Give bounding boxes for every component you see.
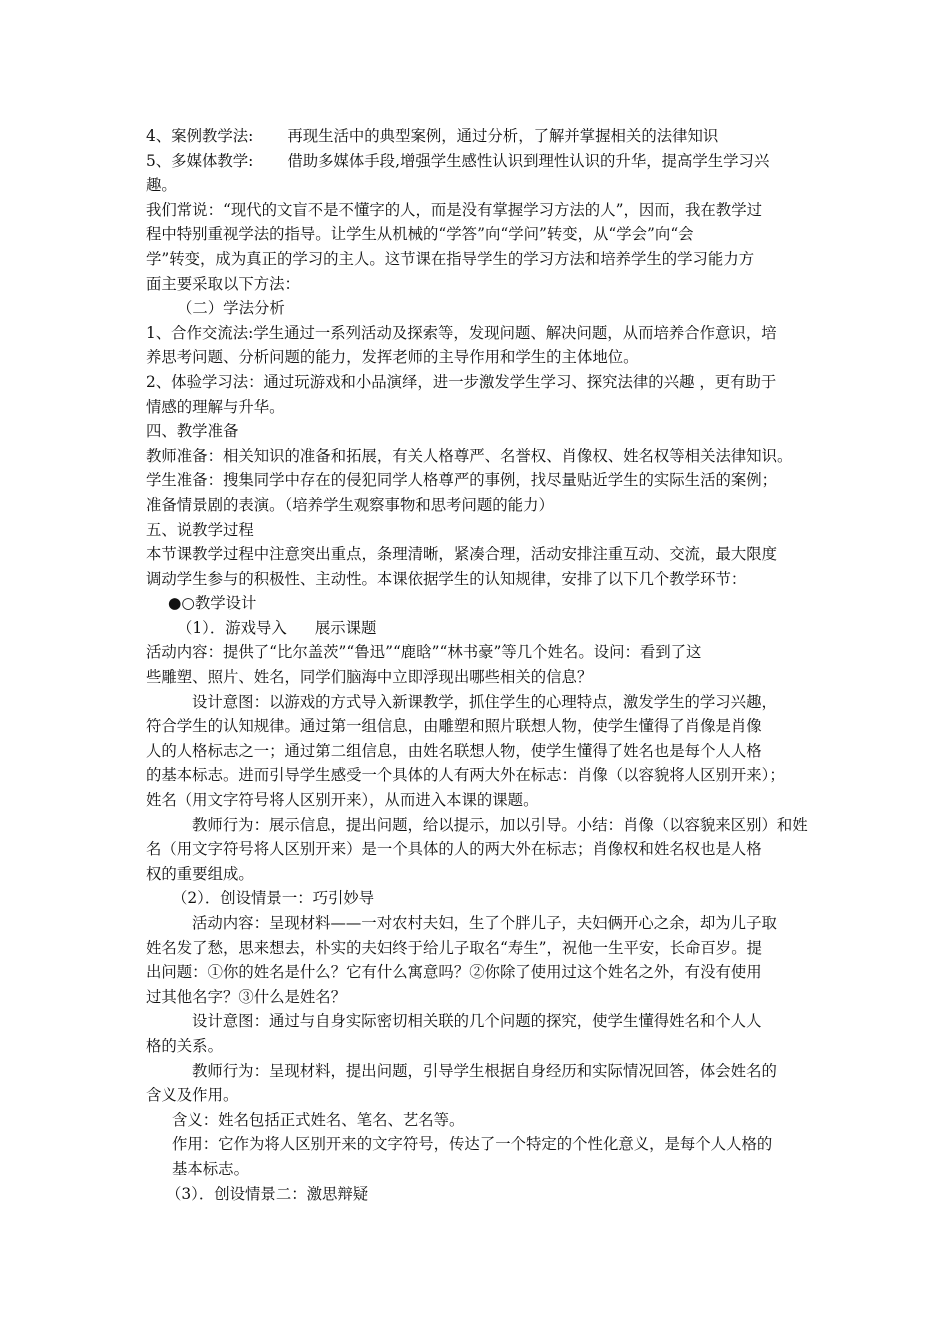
paragraph-line: 姓名（用文字符号将人区别开来），从而进入本课的课题。 bbox=[146, 791, 539, 810]
paragraph-line: 养思考问题、分析问题的能力，发挥老师的主导作用和学生的主体地位。 bbox=[146, 348, 639, 367]
paragraph-line: 作用：它作为将人区别开来的文字符号，传达了一个特定的个性化意义，是每个人人格的 bbox=[172, 1135, 773, 1154]
paragraph-line: 1、合作交流法:学生通过一系列活动及探索等，发现问题、解决问题，从而培养合作意识，培 bbox=[146, 323, 777, 342]
paragraph-line: 我们常说：“现代的文盲不是不懂字的人，而是没有掌握学习方法的人”，因而，我在教学过 bbox=[146, 200, 762, 219]
step-2-heading: （2）．创设情景一：巧引妙导 bbox=[172, 889, 375, 908]
paragraph-line: 设计意图：通过与自身实际密切相关联的几个问题的探究，使学生懂得姓名和个人人 bbox=[192, 1012, 762, 1031]
paragraph-line: 出问题：①你的姓名是什么？它有什么寓意吗？②你除了使用过这个姓名之外，有没有使用 bbox=[146, 963, 762, 982]
paragraph-line: 含义及作用。 bbox=[146, 1086, 239, 1105]
document-body bbox=[146, 124, 810, 1206]
paragraph-line: 活动内容：提供了“比尔盖茨”“鲁迅”“鹿晗”“林书豪”等几个姓名。设问：看到了这 bbox=[146, 643, 702, 662]
paragraph-line: 设计意图：以游戏的方式导入新课教学，抓住学生的心理特点，激发学生的学习兴趣， bbox=[192, 692, 777, 711]
paragraph-line: 符合学生的认知规律。通过第一组信息，由雕塑和照片联想人物，使学生懂得了肖像是肖像 bbox=[146, 717, 762, 736]
paragraph-line: 权的重要组成。 bbox=[146, 864, 254, 883]
paragraph-line: 些雕塑、照片、姓名，同学们脑海中立即浮现出哪些相关的信息？ bbox=[146, 668, 593, 687]
paragraph-line: 基本标志。 bbox=[172, 1159, 249, 1178]
method-case-teaching: 4、案例教学法: 再现生活中的典型案例，通过分析，了解并掌握相关的法律知识 bbox=[146, 127, 719, 145]
section-heading-preparation: 四、教学准备 bbox=[146, 422, 239, 441]
step-1-heading: （1）．游戏导入 展示课题 bbox=[177, 618, 377, 637]
paragraph-line: 面主要采取以下方法： bbox=[146, 274, 300, 293]
method-multimedia-teaching: 5、多媒体教学: 借助多媒体手段,增强学生感性认识到理性认识的升华，提高学生学习兴 bbox=[146, 151, 770, 170]
paragraph-line: 过其他名字？③什么是姓名？ bbox=[146, 987, 347, 1006]
paragraph-line: 情感的理解与升华。 bbox=[146, 397, 285, 416]
paragraph-line: 的基本标志。进而引导学生感受一个具体的人有两大外在标志：肖像（以容貌将人区别开来）； bbox=[146, 766, 785, 785]
paragraph-line: 人的人格标志之一；通过第二组信息，由姓名联想人物，使学生懂得了姓名也是每个人人格 bbox=[146, 741, 762, 760]
paragraph-line: 活动内容：呈现材料——一对农村夫妇，生了个胖儿子，夫妇俩开心之余，却为儿子取 bbox=[192, 914, 777, 932]
paragraph-line: 格的关系。 bbox=[146, 1036, 223, 1055]
section-heading-process: 五、说教学过程 bbox=[146, 520, 254, 539]
paragraph-line: 本节课教学过程中注意突出重点，条理清晰，紧凑合理，活动安排注重互动、交流，最大限度 bbox=[146, 545, 778, 564]
paragraph-line: 趣。 bbox=[146, 176, 177, 195]
paragraph-line: 调动学生参与的积极性、主动性。本课依据学生的认知规律，安排了以下几个教学环节： bbox=[146, 569, 747, 588]
paragraph-line: 学”转变，成为真正的学习的主人。这节课在指导学生的学习方法和培养学生的学习能力方 bbox=[146, 249, 755, 268]
paragraph-line: 教师准备：相关知识的准备和拓展，有关人格尊严、名誉权、肖像权、姓名权等相关法律知识。 bbox=[146, 446, 793, 465]
paragraph-line: 教师行为：呈现材料，提出问题，引导学生根据自身经历和实际情况回答，体会姓名的 bbox=[192, 1061, 777, 1080]
section-heading-study-method: （二）学法分析 bbox=[177, 299, 285, 318]
paragraph-line: 教师行为：展示信息，提出问题，给以提示，加以引导。小结：肖像（以容貌来区别）和姓 bbox=[192, 815, 808, 834]
paragraph-line: 2、体验学习法：通过玩游戏和小品演绎，进一步激发学生学习、探究法律的兴趣 ，更有助于 bbox=[146, 372, 777, 391]
step-3-heading: （3）．创设情景二：激思辩疑 bbox=[166, 1184, 369, 1203]
paragraph-line: 名（用文字符号将人区别开来）是一个具体的人的两大外在标志；肖像权和姓名权也是人格 bbox=[146, 840, 762, 859]
paragraph-line: 程中特别重视学法的指导。让学生从机械的“学答”向“学问”转变，从“学会”向“会 bbox=[146, 225, 694, 244]
teaching-design-heading: ●○教学设计 bbox=[168, 594, 257, 613]
paragraph-line: 含义：姓名包括正式姓名、笔名、艺名等。 bbox=[172, 1110, 465, 1129]
paragraph-line: 姓名发了愁，思来想去，朴实的夫妇终于给儿子取名“寿生”，祝他一生平安，长命百岁。提 bbox=[146, 938, 762, 957]
paragraph-line: 准备情景剧的表演。（培养学生观察事物和思考问题的能力） bbox=[146, 495, 554, 514]
paragraph-line: 学生准备：搜集同学中存在的侵犯同学人格尊严的事例，找尽量贴近学生的实际生活的案例； bbox=[146, 471, 778, 490]
